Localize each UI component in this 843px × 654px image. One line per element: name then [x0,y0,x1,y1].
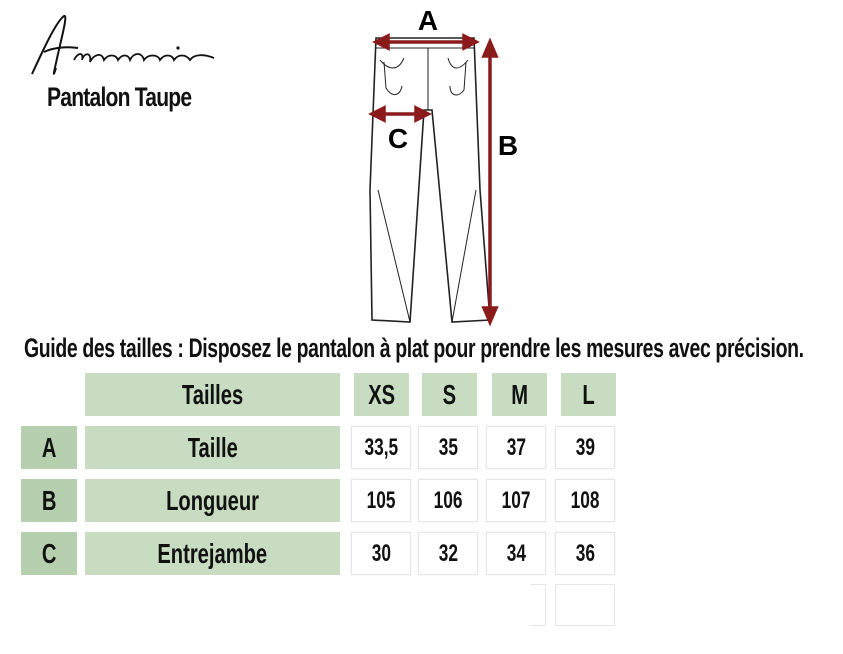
row-key-a: A [21,426,77,469]
value-a-l: 39 [555,426,615,469]
label-b: B [497,130,519,161]
value-c-s: 32 [418,532,478,575]
size-guide-text: Guide des tailles : Disposez le pantalon à plat pour prendre les mesures avec précision. [24,333,804,363]
size-header-xs: XS [354,373,409,416]
label-a: A [417,5,439,36]
row-name-entrejambe: Entrejambe [85,532,340,575]
empty-cell [530,584,546,626]
empty-cell [555,584,615,626]
value-c-l: 36 [555,532,615,575]
value-a-m: 37 [486,426,546,469]
value-b-xs: 105 [351,479,411,522]
value-b-l: 108 [555,479,615,522]
row-name-longueur: Longueur [85,479,340,522]
value-b-m: 107 [486,479,546,522]
value-a-s: 35 [418,426,478,469]
value-c-xs: 30 [351,532,411,575]
product-title: Pantalon Taupe [47,82,192,112]
label-c: C [387,123,409,154]
value-c-m: 34 [486,532,546,575]
value-b-s: 106 [418,479,478,522]
size-header-l: L [561,373,616,416]
row-key-c: C [21,532,77,575]
size-header-m: M [492,373,547,416]
size-header-s: S [422,373,477,416]
value-a-xs: 33,5 [351,426,411,469]
brand-logo [18,8,228,86]
row-name-taille: Taille [85,426,340,469]
sizes-header: Tailles [85,373,340,416]
row-key-b: B [21,479,77,522]
trousers-diagram [340,0,520,330]
